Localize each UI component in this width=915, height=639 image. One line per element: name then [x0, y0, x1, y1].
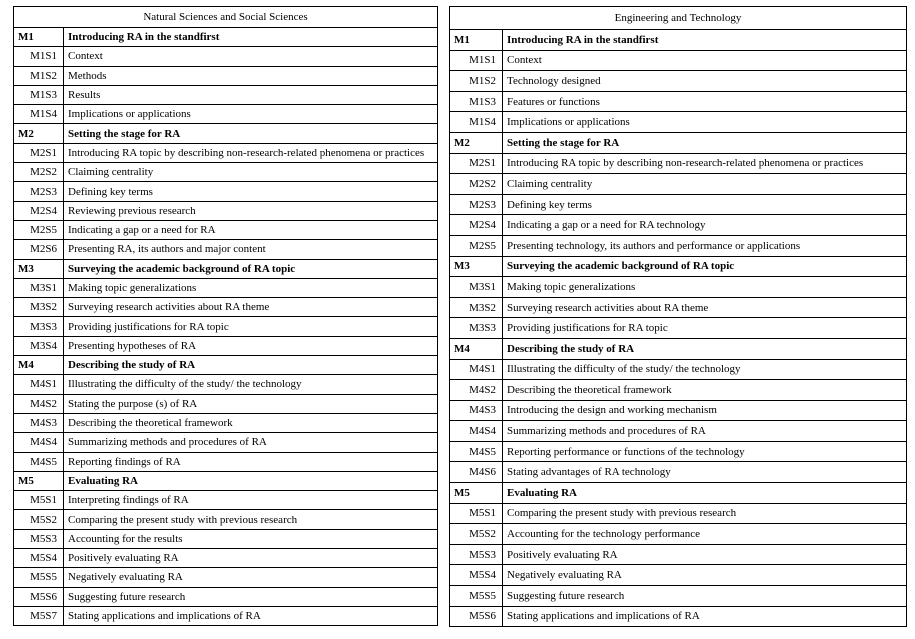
step-code: M5S4 — [450, 565, 503, 586]
move-code: M3 — [14, 259, 64, 278]
step-code: M4S5 — [14, 452, 64, 471]
step-row — [14, 47, 438, 66]
table-title: Engineering and Technology — [450, 7, 907, 30]
move-row — [14, 28, 438, 47]
step-row — [450, 606, 907, 627]
step-row — [450, 235, 907, 256]
step-code: M2S3 — [450, 194, 503, 215]
table-title-row — [14, 7, 438, 28]
step-row — [450, 277, 907, 298]
table-title: Natural Sciences and Social Sciences — [14, 7, 438, 28]
left-table — [13, 6, 438, 626]
step-label: Presenting hypotheses of RA — [64, 336, 438, 355]
step-label: Accounting for the technology performance — [503, 524, 907, 545]
step-code: M4S4 — [14, 433, 64, 452]
step-label: Illustrating the difficulty of the study/ the technology — [64, 375, 438, 394]
step-label: Summarizing methods and procedures of RA — [503, 421, 907, 442]
move-label: Setting the stage for RA — [503, 132, 907, 153]
step-label: Stating applications and implications of RA — [64, 606, 438, 625]
step-row — [450, 544, 907, 565]
step-code: M2S1 — [14, 143, 64, 162]
step-code: M1S3 — [450, 91, 503, 112]
step-row — [14, 394, 438, 413]
step-code: M1S2 — [14, 66, 64, 85]
move-code: M3 — [450, 256, 503, 277]
step-row — [14, 549, 438, 568]
step-row — [450, 71, 907, 92]
move-row — [450, 256, 907, 277]
step-row — [450, 359, 907, 380]
step-code: M3S3 — [14, 317, 64, 336]
step-row — [14, 510, 438, 529]
step-code: M5S2 — [450, 524, 503, 545]
step-code: M4S2 — [450, 380, 503, 401]
step-row — [14, 568, 438, 587]
step-row — [450, 50, 907, 71]
step-code: M1S3 — [14, 85, 64, 104]
step-code: M5S3 — [14, 529, 64, 548]
step-label: Stating the purpose (s) of RA — [64, 394, 438, 413]
step-code: M4S3 — [14, 413, 64, 432]
move-label: Surveying the academic background of RA topic — [503, 256, 907, 277]
step-code: M5S3 — [450, 544, 503, 565]
step-label: Making topic generalizations — [503, 277, 907, 298]
step-row — [14, 317, 438, 336]
step-code: M2S3 — [14, 182, 64, 201]
step-code: M4S4 — [450, 421, 503, 442]
step-row — [14, 182, 438, 201]
step-label: Stating advantages of RA technology — [503, 462, 907, 483]
step-row — [450, 91, 907, 112]
move-label: Setting the stage for RA — [64, 124, 438, 143]
move-label: Evaluating RA — [64, 471, 438, 490]
step-code: M3S1 — [14, 278, 64, 297]
move-row — [450, 30, 907, 51]
step-label: Negatively evaluating RA — [64, 568, 438, 587]
step-code: M3S4 — [14, 336, 64, 355]
step-code: M5S1 — [450, 503, 503, 524]
step-label: Presenting technology, its authors and performance or applications — [503, 235, 907, 256]
step-code: M3S3 — [450, 318, 503, 339]
move-label: Evaluating RA — [503, 483, 907, 504]
step-code: M2S5 — [14, 220, 64, 239]
step-code: M5S5 — [14, 568, 64, 587]
step-label: Providing justifications for RA topic — [503, 318, 907, 339]
step-row — [450, 400, 907, 421]
step-label: Stating applications and implications of RA — [503, 606, 907, 627]
step-label: Suggesting future research — [503, 586, 907, 607]
step-row — [14, 529, 438, 548]
step-row — [14, 105, 438, 124]
step-label: Comparing the present study with previous research — [503, 503, 907, 524]
step-code: M3S2 — [14, 298, 64, 317]
step-row — [450, 174, 907, 195]
step-code: M4S1 — [14, 375, 64, 394]
step-label: Describing the theoretical framework — [503, 380, 907, 401]
step-label: Positively evaluating RA — [64, 549, 438, 568]
step-code: M4S2 — [14, 394, 64, 413]
move-code: M4 — [14, 356, 64, 375]
step-row — [14, 298, 438, 317]
step-row — [450, 503, 907, 524]
step-row — [14, 66, 438, 85]
step-label: Comparing the present study with previous research — [64, 510, 438, 529]
step-row — [14, 433, 438, 452]
step-row — [14, 85, 438, 104]
right-table-body — [450, 7, 907, 627]
step-label: Implications or applications — [503, 112, 907, 133]
move-code: M2 — [450, 132, 503, 153]
step-code: M3S2 — [450, 297, 503, 318]
step-code: M2S4 — [14, 201, 64, 220]
move-code: M2 — [14, 124, 64, 143]
step-row — [450, 153, 907, 174]
step-label: Defining key terms — [503, 194, 907, 215]
step-code: M1S4 — [450, 112, 503, 133]
step-row — [14, 220, 438, 239]
step-label: Introducing RA topic by describing non-research-related phenomena or practices — [503, 153, 907, 174]
step-code: M5S1 — [14, 491, 64, 510]
step-label: Surveying research activities about RA theme — [503, 297, 907, 318]
step-row — [14, 201, 438, 220]
step-row — [450, 441, 907, 462]
step-code: M1S1 — [450, 50, 503, 71]
step-label: Introducing RA topic by describing non-research-related phenomena or practices — [64, 143, 438, 162]
move-label: Surveying the academic background of RA topic — [64, 259, 438, 278]
step-label: Making topic generalizations — [64, 278, 438, 297]
move-label: Describing the study of RA — [503, 338, 907, 359]
step-code: M2S4 — [450, 215, 503, 236]
step-code: M1S2 — [450, 71, 503, 92]
step-row — [14, 375, 438, 394]
move-label: Introducing RA in the standfirst — [64, 28, 438, 47]
step-code: M2S1 — [450, 153, 503, 174]
step-label: Technology designed — [503, 71, 907, 92]
step-label: Reviewing previous research — [64, 201, 438, 220]
step-label: Interpreting findings of RA — [64, 491, 438, 510]
move-row — [14, 356, 438, 375]
step-row — [14, 240, 438, 259]
step-label: Context — [64, 47, 438, 66]
step-row — [14, 278, 438, 297]
move-row — [450, 338, 907, 359]
step-code: M4S5 — [450, 441, 503, 462]
table-title-row — [450, 7, 907, 30]
step-row — [450, 215, 907, 236]
step-label: Context — [503, 50, 907, 71]
step-code: M4S3 — [450, 400, 503, 421]
step-row — [14, 606, 438, 625]
right-table — [449, 6, 907, 627]
move-row — [14, 124, 438, 143]
step-code: M1S1 — [14, 47, 64, 66]
step-code: M2S2 — [14, 163, 64, 182]
step-row — [450, 380, 907, 401]
step-row — [450, 462, 907, 483]
step-label: Illustrating the difficulty of the study/ the technology — [503, 359, 907, 380]
step-label: Indicating a gap or a need for RA — [64, 220, 438, 239]
step-row — [450, 297, 907, 318]
step-label: Features or functions — [503, 91, 907, 112]
step-row — [450, 421, 907, 442]
step-row — [450, 524, 907, 545]
step-label: Suggesting future research — [64, 587, 438, 606]
step-code: M2S6 — [14, 240, 64, 259]
step-row — [14, 143, 438, 162]
step-label: Reporting findings of RA — [64, 452, 438, 471]
step-label: Negatively evaluating RA — [503, 565, 907, 586]
step-label: Indicating a gap or a need for RA technology — [503, 215, 907, 236]
move-row — [14, 471, 438, 490]
step-row — [14, 336, 438, 355]
step-code: M4S6 — [450, 462, 503, 483]
step-row — [450, 112, 907, 133]
step-label: Implications or applications — [64, 105, 438, 124]
step-row — [14, 452, 438, 471]
move-label: Describing the study of RA — [64, 356, 438, 375]
step-row — [450, 318, 907, 339]
move-row — [14, 259, 438, 278]
step-label: Methods — [64, 66, 438, 85]
step-code: M2S5 — [450, 235, 503, 256]
step-code: M5S6 — [450, 606, 503, 627]
step-label: Introducing the design and working mechanism — [503, 400, 907, 421]
step-row — [14, 163, 438, 182]
step-row — [450, 565, 907, 586]
step-code: M2S2 — [450, 174, 503, 195]
step-row — [14, 491, 438, 510]
move-label: Introducing RA in the standfirst — [503, 30, 907, 51]
step-label: Accounting for the results — [64, 529, 438, 548]
step-code: M3S1 — [450, 277, 503, 298]
step-row — [450, 194, 907, 215]
step-code: M5S7 — [14, 606, 64, 625]
step-row — [14, 413, 438, 432]
step-label: Reporting performance or functions of the technology — [503, 441, 907, 462]
move-code: M4 — [450, 338, 503, 359]
step-label: Surveying research activities about RA theme — [64, 298, 438, 317]
step-label: Positively evaluating RA — [503, 544, 907, 565]
move-code: M5 — [450, 483, 503, 504]
step-label: Claiming centrality — [503, 174, 907, 195]
move-code: M1 — [450, 30, 503, 51]
step-label: Presenting RA, its authors and major content — [64, 240, 438, 259]
step-label: Claiming centrality — [64, 163, 438, 182]
left-table-body — [14, 7, 438, 626]
move-row — [450, 132, 907, 153]
move-code: M1 — [14, 28, 64, 47]
step-row — [450, 586, 907, 607]
step-row — [14, 587, 438, 606]
step-code: M1S4 — [14, 105, 64, 124]
step-code: M5S2 — [14, 510, 64, 529]
step-label: Summarizing methods and procedures of RA — [64, 433, 438, 452]
step-code: M4S1 — [450, 359, 503, 380]
step-code: M5S5 — [450, 586, 503, 607]
step-label: Describing the theoretical framework — [64, 413, 438, 432]
step-label: Results — [64, 85, 438, 104]
step-code: M5S6 — [14, 587, 64, 606]
step-label: Defining key terms — [64, 182, 438, 201]
move-row — [450, 483, 907, 504]
step-label: Providing justifications for RA topic — [64, 317, 438, 336]
move-code: M5 — [14, 471, 64, 490]
step-code: M5S4 — [14, 549, 64, 568]
